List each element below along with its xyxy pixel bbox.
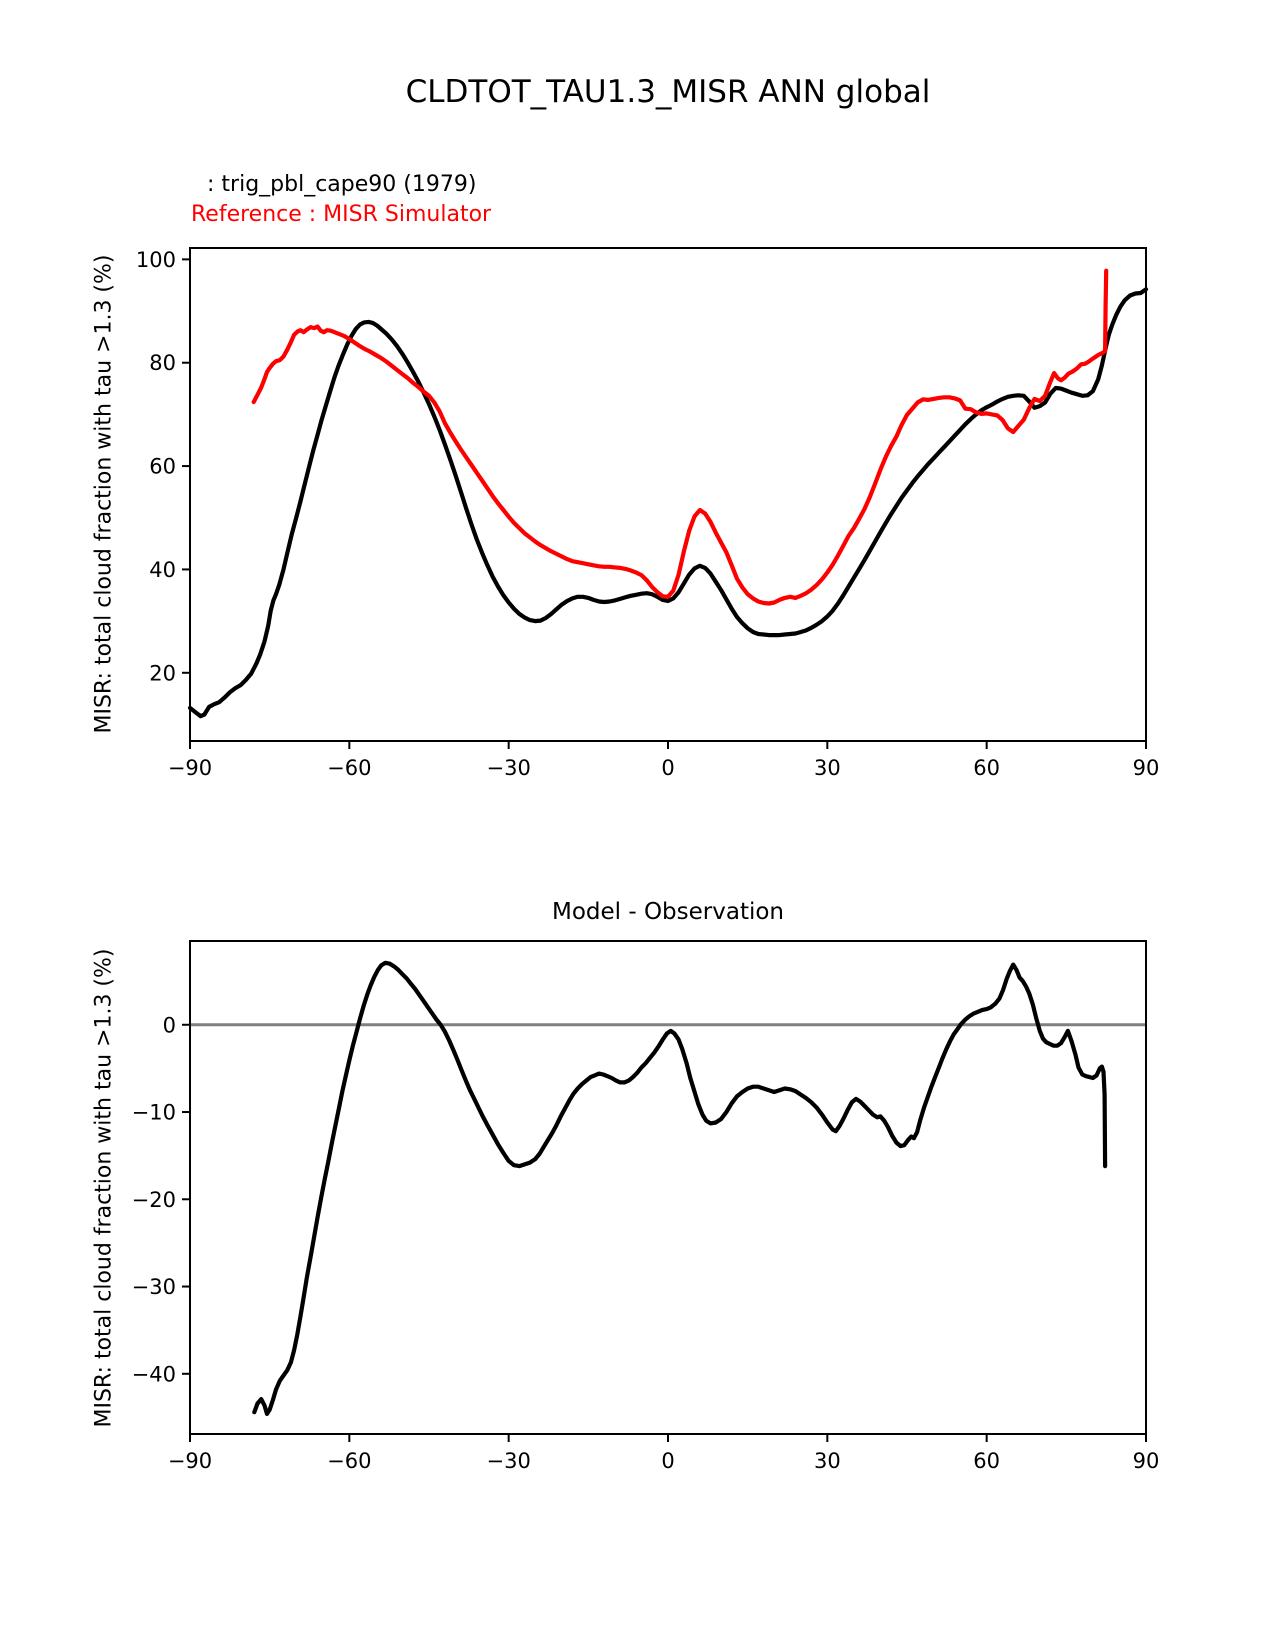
x-tick-label: 60: [973, 1449, 1001, 1473]
top-chart-ylabel: MISR: total cloud fraction with tau >1.3 (%): [91, 254, 117, 734]
y-tick-label: 40: [149, 557, 176, 582]
x-tick-label: 90: [1132, 756, 1160, 780]
difference-chart: [132, 941, 1160, 1473]
x-tick-label: 90: [1132, 1449, 1160, 1473]
legend-reference-label: Reference : MISR Simulator: [191, 202, 492, 227]
top-chart: [136, 248, 1159, 780]
x-tick-label: 0: [661, 756, 675, 780]
x-tick-label: 60: [973, 756, 1001, 780]
y-tick-label: −30: [131, 1275, 176, 1300]
y-tick-label: 80: [149, 351, 176, 376]
legend-model-label: : trig_pbl_cape90 (1979): [207, 172, 477, 197]
difference-line: [254, 963, 1105, 1414]
y-tick-label: −40: [131, 1362, 176, 1387]
x-tick-label: −90: [167, 1449, 213, 1473]
reference-line: [254, 271, 1106, 604]
x-tick-label: −30: [486, 756, 531, 780]
y-tick-label: 60: [149, 454, 176, 479]
y-tick-label: −20: [131, 1187, 176, 1212]
y-tick-label: 100: [135, 247, 176, 272]
x-tick-label: 30: [813, 756, 841, 780]
x-tick-label: −30: [486, 1449, 531, 1473]
bottom-chart-ylabel: MISR: total cloud fraction with tau >1.3 (%): [91, 948, 117, 1428]
y-tick-label: −10: [131, 1100, 176, 1125]
x-tick-label: 30: [813, 1449, 841, 1473]
x-tick-label: −60: [327, 756, 372, 780]
x-tick-label: 0: [661, 1449, 675, 1473]
y-tick-label: 20: [149, 661, 176, 686]
axes-spines: [190, 941, 1146, 1434]
axes-spines: [190, 248, 1146, 741]
y-tick-label: 0: [162, 1013, 176, 1038]
x-tick-label: −90: [167, 756, 213, 780]
figure-suptitle: CLDTOT_TAU1.3_MISR ANN global: [405, 74, 931, 110]
model-line: [190, 289, 1146, 716]
x-tick-label: −60: [327, 1449, 372, 1473]
bottom-chart-title: Model - Observation: [551, 899, 785, 925]
